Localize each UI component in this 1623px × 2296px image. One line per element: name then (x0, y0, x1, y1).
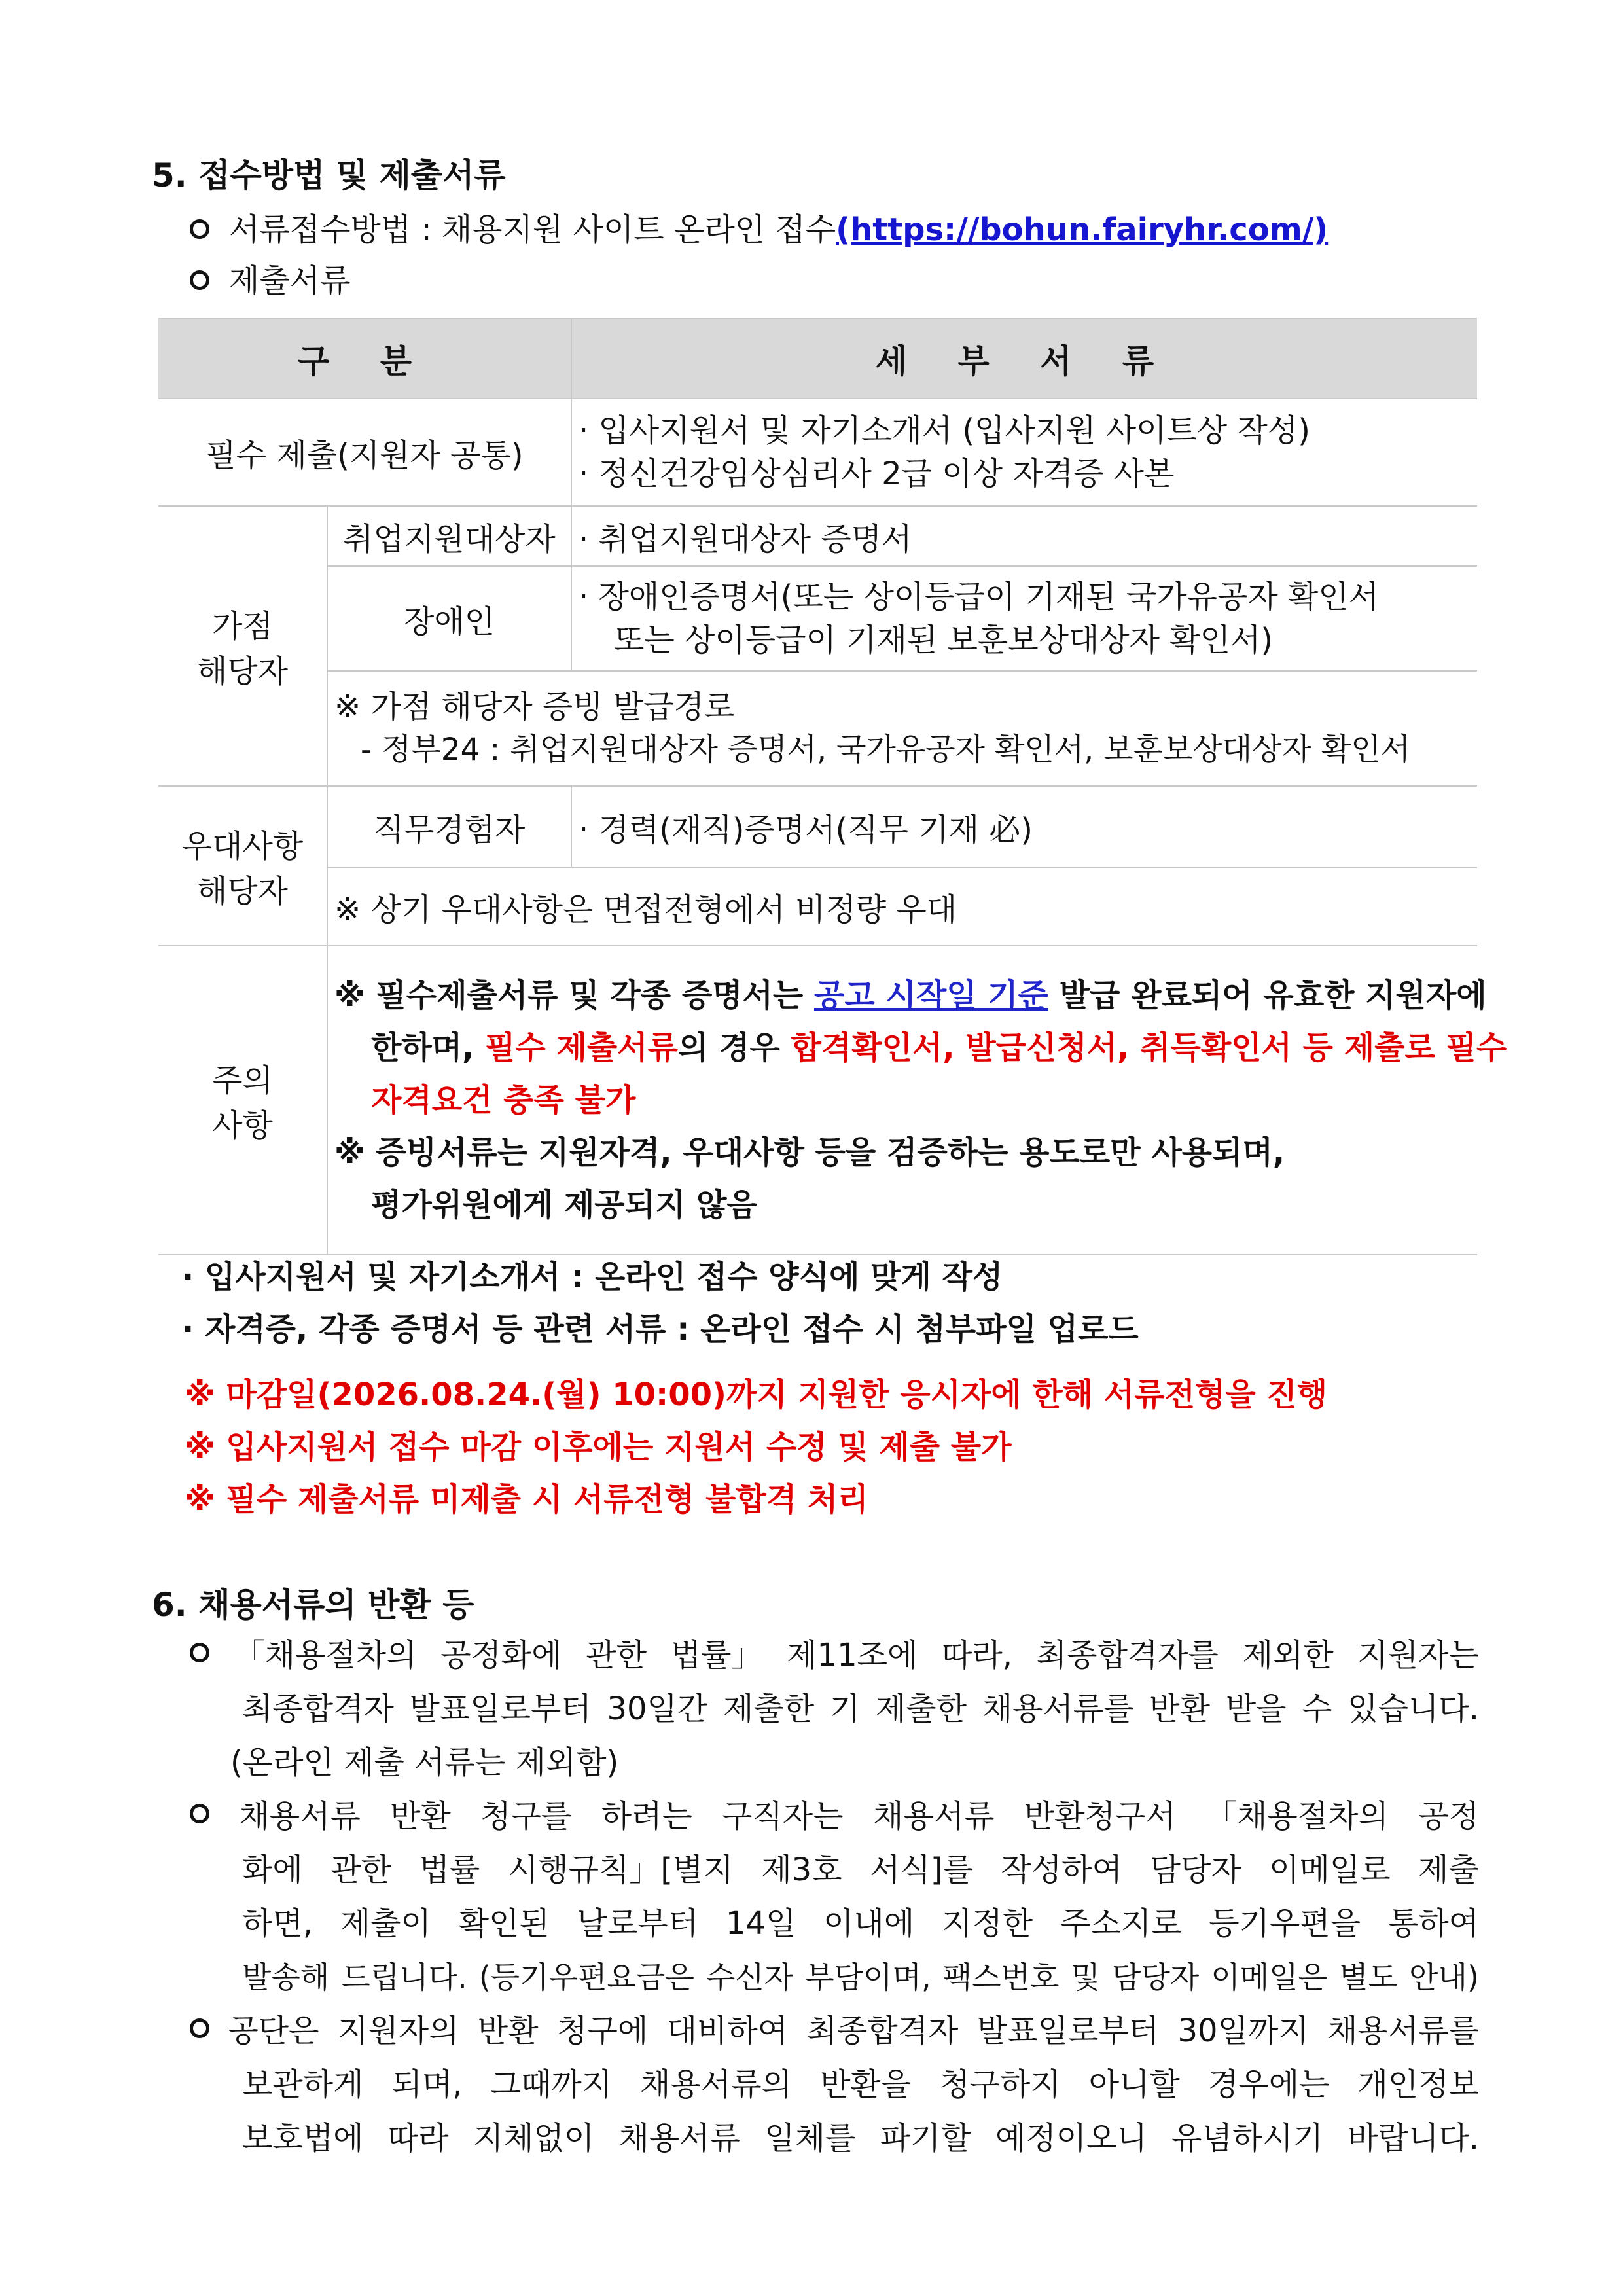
preference-note: ※ 상기 우대사항은 면접전형에서 비정량 우대 (327, 867, 1477, 946)
word: 발송해 (242, 1960, 330, 1995)
circle-bullet-icon (190, 1643, 209, 1662)
docs-label: 제출서류 (229, 262, 351, 299)
word: 및 (1071, 1960, 1100, 1995)
word: 채용서류를 (982, 1691, 1134, 1727)
word: 채용서류 (239, 1798, 361, 1835)
word: 청구하지 (939, 2066, 1061, 2103)
word: 관한 (586, 1637, 647, 1674)
word: 안내) (1409, 1960, 1479, 1995)
bonus-sub1-label: 취업지원대상자 (327, 506, 571, 566)
section5-heading: 5. 접수방법 및 제출서류 (152, 156, 506, 194)
word: 보호법에 (242, 2120, 364, 2157)
word: 발표일로부터 (976, 2013, 1160, 2049)
paragraph-2 (190, 1789, 1479, 2004)
word: 하려는 (601, 1798, 692, 1835)
p1-line-2 (190, 1682, 1479, 1736)
word: 14일 (725, 1905, 796, 1942)
word: 화에 (242, 1852, 303, 1888)
word: 파기할 (880, 2120, 971, 2157)
p2-line-4 (190, 1950, 1479, 2004)
word: 공정화에 (440, 1637, 562, 1674)
word: 제출한 (875, 1691, 967, 1727)
table-row (158, 671, 1477, 786)
word: 이메일로 (1269, 1852, 1391, 1888)
table-row (158, 946, 1477, 1255)
word: 제외한 (1242, 1637, 1334, 1674)
table-row (158, 399, 1477, 506)
word: 작성하여 (1001, 1852, 1122, 1888)
word: 예정이오니 (995, 2120, 1147, 2157)
p1-line-3: (온라인 제출 서류는 제외함) (230, 1744, 619, 1781)
word: 채용서류 (618, 2120, 740, 2157)
section6-heading: 6. 채용서류의 반환 등 (152, 1586, 474, 1624)
word: 개인정보 (1357, 2066, 1479, 2103)
required-docs (571, 399, 1477, 506)
caution-text (327, 946, 1507, 1255)
word: 시행규칙」[별지 (507, 1852, 734, 1888)
word: 담당자 (1150, 1852, 1241, 1888)
method-label: 서류접수방법 : 채용지원 사이트 온라인 접수 (229, 211, 836, 248)
word: 등기우편을 (1209, 1905, 1361, 1942)
word: 경우에는 (1207, 2066, 1330, 2103)
word: 따라 (387, 2120, 449, 2157)
word: 반환청구서 (1024, 1798, 1176, 1835)
caution-line-4: ※ 증빙서류는 지원자격, 우대사항 등을 검증하는 용도로만 사용되며, (334, 1134, 1285, 1171)
table-row (158, 566, 1477, 671)
caution-line-2: 한하며, 필수 제출서류의 경우 합격확인서, 발급신청서, 취득확인서 등 제출로 필수 (371, 1030, 1507, 1066)
word: 그때까지 (490, 2066, 613, 2103)
word: 유념하시기 (1171, 2120, 1323, 2157)
preference-sub-doc: · 경력(재직)증명서(직무 기재 必) (571, 786, 1477, 867)
p2-line-3 (190, 1897, 1479, 1950)
caution-label: 주의 사항 (158, 946, 327, 1255)
word: 최종합격자 (242, 1691, 394, 1727)
word: 대비하여 (666, 2013, 789, 2049)
word: 지체없이 (473, 2120, 595, 2157)
word: 이내에 (823, 1905, 915, 1942)
header-details: 세 부 서 류 (571, 319, 1477, 399)
word: 주소지로 (1060, 1905, 1182, 1942)
p2-line-2 (190, 1843, 1479, 1897)
word: 따라, (942, 1637, 1013, 1674)
word: 공단은 (228, 2013, 319, 2049)
table-row (158, 786, 1477, 867)
caution-line-1: ※ 필수제출서류 및 각종 증명서는 공고 시작일 기준 발급 완료되어 유효한 지원자에 (334, 977, 1487, 1014)
word: 30일까지 (1177, 2013, 1309, 2049)
word: 관한 (330, 1852, 392, 1888)
word: 날로부터 (577, 1905, 699, 1942)
word: 반환 (390, 1798, 451, 1835)
word: 보관하게 (242, 2066, 364, 2103)
warning-2: ※ 입사지원서 접수 마감 이후에는 지원서 수정 및 제출 불가 (185, 1429, 1012, 1465)
warning-3: ※ 필수 제출서류 미제출 시 서류전형 불합격 처리 (185, 1481, 868, 1518)
word: 수 (1302, 1691, 1332, 1727)
word: 제출한 (723, 1691, 815, 1727)
word: 하면, (242, 1905, 313, 1942)
paragraph-1 (190, 1628, 1479, 1789)
word: 법률」 (670, 1637, 763, 1674)
word: 청구를 (480, 1798, 572, 1835)
word: 30일간 (607, 1691, 708, 1727)
circle-bullet-icon (190, 270, 209, 290)
required-label: 필수 제출(지원자 공통) (158, 399, 571, 506)
word: 바랍니다. (1347, 2120, 1479, 2157)
word: 서식]를 (870, 1852, 973, 1888)
word: 확인된 (458, 1905, 550, 1942)
bonus-label: 가점 해당자 (158, 506, 327, 786)
word: 있습니다. (1347, 1691, 1479, 1727)
word: 아니할 (1088, 2066, 1180, 2103)
p3-line-2 (190, 2058, 1479, 2111)
bonus-sub1-doc: · 취업지원대상자 증명서 (571, 506, 1477, 566)
word: 최종합격자 (806, 2013, 959, 2049)
word: 반환을 (820, 2066, 912, 2103)
circle-bullet-icon (190, 1804, 209, 1823)
word: 일체를 (764, 2120, 856, 2157)
word: 발표일로부터 (409, 1691, 592, 1727)
docs-line (190, 255, 350, 300)
p2-line-1 (190, 1789, 1479, 1843)
word: 지정한 (942, 1905, 1033, 1942)
table-row (158, 506, 1477, 566)
word: 채용서류를 (1327, 2013, 1479, 2049)
word: 이메일은 (1211, 1960, 1328, 1995)
word: 「채용절차의 (1205, 1798, 1389, 1835)
word: 수신자 (705, 1960, 794, 1995)
word: 법률 (419, 1852, 480, 1888)
word: 구직자는 (722, 1798, 844, 1835)
word: 제출 (1418, 1852, 1479, 1888)
word: 채용서류의 (640, 2066, 792, 2103)
word: 되며, (391, 2066, 463, 2103)
table-header-row (158, 319, 1477, 399)
word: 팩스번호 (942, 1960, 1060, 1995)
word: 청구에 (557, 2013, 649, 2049)
word: 통하여 (1387, 1905, 1479, 1942)
word: 채용서류 (873, 1798, 995, 1835)
word: 받을 (1225, 1691, 1287, 1727)
word: 별도 (1339, 1960, 1398, 1995)
word: 지원자는 (1357, 1637, 1479, 1674)
warning-1: ※ 마감일(2026.08.24.(월) 10:00)까지 지원한 응시자에 한해 서류전형을 진행 (185, 1376, 1328, 1413)
preference-sub-label: 직무경험자 (327, 786, 571, 867)
application-site-link[interactable]: (https://bohun.fairyhr.com/) (836, 211, 1329, 248)
caution-line-3: 자격요건 충족 불가 (371, 1082, 636, 1119)
p1-line-1 (190, 1628, 1479, 1682)
required-doc-2: · 정신건강임상심리사 2급 이상 자격증 사본 (579, 456, 1175, 492)
word: 지원자의 (337, 2013, 459, 2049)
word: 제11조에 (787, 1637, 918, 1674)
table-row (158, 867, 1477, 946)
word: 반환 (477, 2013, 539, 2049)
after-bullet-2: · 자격증, 각종 증명서 등 관련 서류 : 온라인 접수 시 첨부파일 업로드 (182, 1311, 1139, 1348)
word: 드립니다. (341, 1960, 467, 1995)
preference-label: 우대사항 해당자 (158, 786, 327, 946)
paragraph-3 (190, 2004, 1479, 2165)
word: (등기우편요금은 (478, 1960, 694, 1995)
required-documents-table (158, 318, 1507, 1255)
bonus-sub2-doc: · 장애인증명서(또는 상이등급이 기재된 국가유공자 확인서 또는 상이등급이 기재된 보훈보상대상자 확인서) (571, 566, 1477, 671)
word: 부담이며, (805, 1960, 931, 1995)
after-bullet-1: · 입사지원서 및 자기소개서 : 온라인 접수 양식에 맞게 작성 (182, 1259, 1003, 1295)
word: 제출이 (340, 1905, 431, 1942)
caution-line-5: 평가위원에게 제공되지 않음 (371, 1187, 757, 1223)
word: 반환 (1149, 1691, 1210, 1727)
word: 제3호 (761, 1852, 842, 1888)
header-category: 구 분 (158, 319, 571, 399)
circle-bullet-icon (190, 2018, 209, 2038)
word: 최종합격자를 (1036, 1637, 1219, 1674)
method-line (190, 204, 1328, 249)
word: 담당자 (1112, 1960, 1200, 1995)
word: 공정 (1418, 1798, 1479, 1835)
required-doc-1: · 입사지원서 및 자기소개서 (입사지원 사이트상 작성) (579, 412, 1311, 449)
circle-bullet-icon (190, 219, 209, 239)
p3-line-3 (190, 2111, 1479, 2165)
p3-line-1 (190, 2004, 1479, 2058)
word: 「채용절차의 (233, 1637, 417, 1674)
bonus-note: ※ 가점 해당자 증빙 발급경로 - 정부24 : 취업지원대상자 증명서, 국가유공자 확인서, 보훈보상대상자 확인서 (327, 671, 1477, 786)
word: 기 (829, 1691, 861, 1727)
bonus-sub2-label: 장애인 (327, 566, 571, 671)
